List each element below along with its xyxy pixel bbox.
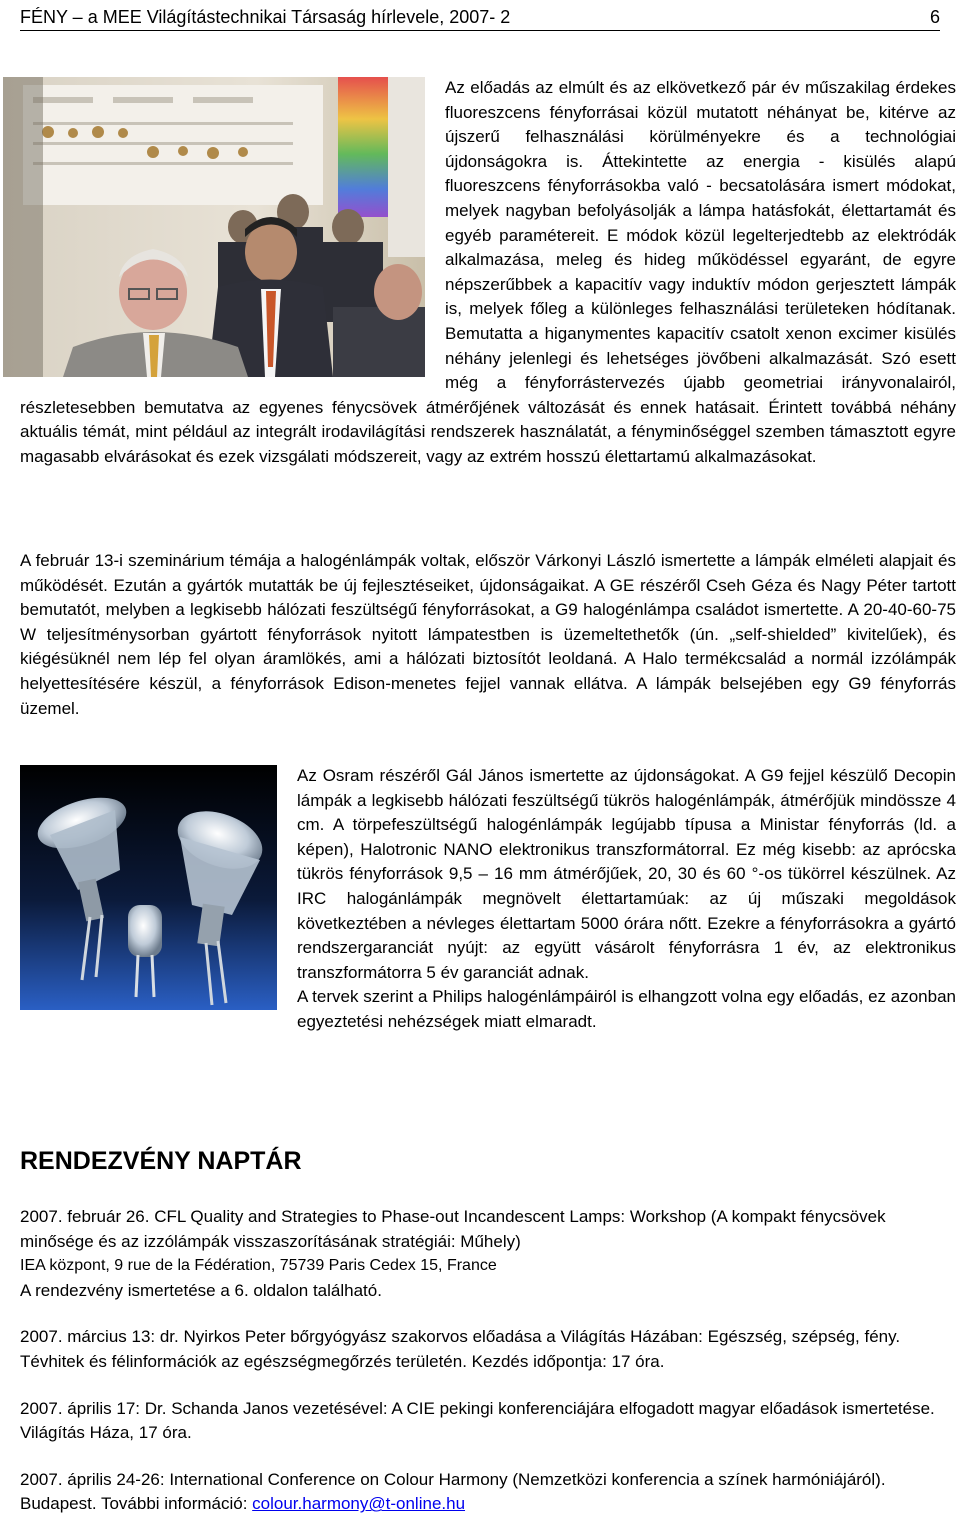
newsletter-title: FÉNY – a MEE Világítástechnikai Társaság hírlevele, 2007- 2	[20, 6, 511, 27]
event-item	[20, 1325, 956, 1374]
page-header	[20, 4, 940, 31]
article-paragraph-2: A február 13-i szeminárium témája a halogénlámpák voltak, először Várkonyi László ismertette a lámpák elméleti alapjait és működését. Ezután a gyártók mutatták be új fejlesztéseiket, újdonságaikat. A GE részéről Cseh Géza és Nagy Péter tartott bemutatót, melyben a legkisebb hálózati feszültségű fényforrásokat, a G9 halogénlámpa családot ismertette. A 20-40-60-75 W teljesítménysorban gyártott fényforrások nyitott lámpatestben is üzemeltethetők (ún. „self-shielded” kivitelűek), és kiégésüknél nem lép fel olyan áramlökés, ami a hálózati biztosítót leoldaná. A Halo termékcsalád a normál izzólámpák helyettesítésére készül, a fényforrások Edison-menetes fejjel vannak ellátva. A lámpák belsejében egy G9 fényforrás üzemel.	[20, 551, 956, 718]
event-item	[20, 1468, 956, 1517]
contact-email-link[interactable]: colour.harmony@t-online.hu	[252, 1494, 466, 1514]
event-description: 2007. március 13: dr. Nyirkos Peter bőrgyógyász szakorvos előadása a Világítás Házában: Egészség, szépség, fény. Tévhitek és félinformációk az egészségmegőrzés területén. Kezdés időpontja: 17 óra.	[20, 1327, 901, 1371]
event-item	[20, 1397, 956, 1446]
event-location: IEA központ, 9 rue de la Fédération, 75739 Paris Cedex 15, France	[20, 1257, 497, 1275]
event-item	[20, 1205, 956, 1303]
photo-spacer	[20, 76, 445, 382]
article-paragraph-4: A tervek szerint a Philips halogénlámpáiról is elhangzott volna egy előadás, ez azonban egyeztetési nehézségek miatt elmaradt.	[297, 987, 956, 1031]
events-section-title: RENDEZVÉNY NAPTÁR	[20, 1147, 302, 1175]
event-note: A rendezvény ismertetése a 6. oldalon található.	[20, 1280, 382, 1300]
article-paragraph-3-block	[20, 764, 956, 1035]
article-paragraph-1: Az előadás az elmúlt és az elkövetkező pár év műszakilag érdekes fluoreszcens fényforrásai közül mutatott néhányat be, kitérve az újszerű felhasználási körülményekre és a technológiai újdonságokra is. Áttekintette az energia - kisülés alapú fluoreszcens fényforrásokba való - becsatolására ismert módokat, melyek nagyban befolyásolják a lámpa hatásfokát, élettartamát és egyéb paramétereit. E módok közül legelterjedtebb az elektródák alkalmazása, meleg és hideg működéssel egyaránt, de egyre népszerűbbek a kapacitív vagy induktív módon gerjesztett lámpák is, melyek főleg a különleges felhasználási területeken hódítanak. Bemutatta a higanymentes kapacitív csatolt xenon excimer kisülés néhány jelenlegi és lehetséges jövőbeni alkalmazását. Szó esett még a fényforrástervezés újabb geometriai irányvonalairól, részletesebben bemutatva az egyenes fénycsövek átmérőjének változását és ennek hatásait. Érintett továbbá néhány aktuális témát, mint például az integrált irodavilágítási rendszerek használatát, a fényminőséggel szemben támasztott egyre magasabb elvárásokat és ezek vizsgálati módszereit, vagy az extrém hosszú élettartamú alkalmazásokat.	[20, 78, 956, 466]
article-paragraph-3: Az Osram részéről Gál János ismertette az újdonságokat. A G9 fejjel készülő Decopin lámpák a legkisebb hálózati feszültségű tükrös halogénlámpák, átmérőjük mindössze 4 cm. A törpefeszültségű halogénlámpák legújabb típusa a Ministar fényforrás (ld. a képen), Halotronic NANO elektronikus transzformátorral. Ez még kisebb: az aprócska tükrös fényforrások 9,5 – 16 mm átmérőjűek, 20, 30 és 60 °-os tükörrel készülnek. Az IRC halogánlámpák megnövelt élettartamúak: az új műszaki megoldások következtében a névleges élettartam 5000 órára nőtt. Ezekre a fényforrásokra a gyártó rendszergaranciát nyújt: az együtt vásárolt fényforrásra 1 év, az elektronikus transzformátorra 5 év garanciát adnak.	[297, 766, 956, 982]
event-description: 2007. április 24-26: International Conference on Colour Harmony (Nemzetközi konferencia a színek harmóniájáról). Budapest. További információ:	[20, 1469, 886, 1514]
article-paragraph-1-block	[20, 76, 956, 470]
lamp-spacer	[20, 764, 297, 1019]
article-paragraph-2-block	[20, 549, 956, 721]
event-description: 2007. február 26. CFL Quality and Strategies to Phase-out Incandescent Lamps: Workshop (A kompakt fénycsövek minősége és az izzólámpák visszaszorításának stratégiái: Műhely)	[20, 1207, 886, 1251]
event-description: 2007. április 17: Dr. Schanda Janos vezetésével: A CIE pekingi konferenciájára elfogadott magyar előadások ismertetése. Világítás Háza, 17 óra.	[20, 1398, 935, 1443]
page-number: 6	[929, 6, 940, 27]
events-list	[20, 1205, 956, 1539]
